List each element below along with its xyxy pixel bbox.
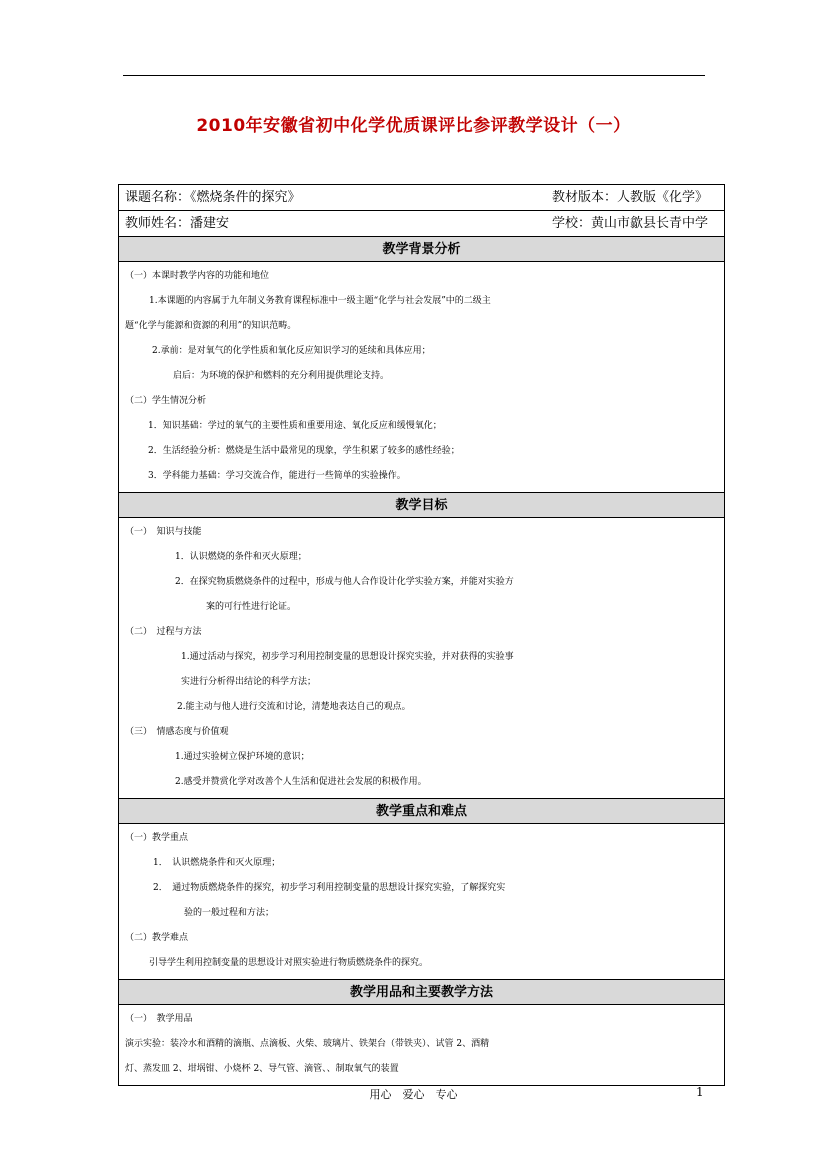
lesson-plan-table xyxy=(118,184,725,1086)
text-line: （二）学生情况分析 xyxy=(125,396,207,406)
text-line: 1． 认识燃烧条件和灭火原理； xyxy=(153,858,281,868)
text-line: 演示实验：装冷水和酒精的滴瓶、点滴板、火柴、玻璃片、铁架台（带铁夹）、试管 2、酒精 xyxy=(125,1039,490,1049)
text-line: （一）教学重点 xyxy=(125,833,189,843)
text-line: 1.通过实验树立保护环境的意识； xyxy=(175,752,310,762)
section-body-background xyxy=(119,262,724,493)
text-line: 1．认识燃烧的条件和灭火原理； xyxy=(175,552,307,562)
text-line: （一）本课时教学内容的功能和地位 xyxy=(125,271,270,281)
text-line: 2.能主动与他人进行交流和讨论，清楚地表达自己的观点。 xyxy=(177,702,411,712)
text-line: 1.通过活动与探究，初步学习利用控制变量的思想设计探究实验，并对获得的实验事 xyxy=(181,652,514,662)
section-heading-keypoints: 教学重点和难点 xyxy=(119,799,724,824)
footer-motto: 用心 爱心 专心 xyxy=(369,1088,458,1101)
text-line: 启后：为环境的保护和燃料的充分利用提供理论支持。 xyxy=(173,371,390,381)
page-number: 1 xyxy=(696,1085,704,1099)
text-line: 2． 通过物质燃烧条件的探究，初步学习利用控制变量的思想设计探究实验，了解探究实 xyxy=(153,883,506,893)
school-name: 学校：黄山市歙县长青中学 xyxy=(551,216,708,231)
text-line: 2．生活经验分析：燃烧是生活中最常见的现象，学生积累了较多的感性经验； xyxy=(148,446,460,456)
info-row-2 xyxy=(119,211,724,237)
text-line: 案的可行性进行论证。 xyxy=(206,602,297,612)
text-line: （三） 情感态度与价值观 xyxy=(125,727,229,737)
section-heading-background: 教学背景分析 xyxy=(119,237,724,262)
text-line: 验的一般过程和方法； xyxy=(184,908,275,918)
header-rule xyxy=(123,75,705,76)
text-line: （二） 过程与方法 xyxy=(125,627,202,637)
section-heading-goals: 教学目标 xyxy=(119,493,724,518)
text-line: 实进行分析得出结论的科学方法； xyxy=(181,677,317,687)
topic-name: 课题名称：《燃烧条件的探究》 xyxy=(125,190,301,205)
text-line: 引导学生利用控制变量的思想设计对照实验进行物质燃烧条件的探究。 xyxy=(149,958,429,968)
info-row-1 xyxy=(119,185,724,211)
text-line: 灯、蒸发皿 2、坩埚钳、小烧杯 2、导气管、滴管、、制取氧气的装置 xyxy=(125,1064,399,1074)
text-line: （二）教学难点 xyxy=(125,933,189,943)
text-line: 2.感受并赞赏化学对改善个人生活和促进社会发展的积极作用。 xyxy=(175,777,427,787)
teacher-name: 教师姓名：潘建安 xyxy=(125,216,230,231)
textbook-edition: 教材版本：人教版《化学》 xyxy=(551,190,708,205)
document-title: 2010年安徽省初中化学优质课评比参评教学设计（一） xyxy=(196,116,631,136)
text-line: 3．学科能力基础：学习交流合作，能进行一些简单的实验操作。 xyxy=(148,471,406,481)
text-line: （一） 知识与技能 xyxy=(125,527,202,537)
section-body-materials xyxy=(119,1005,724,1085)
section-body-keypoints xyxy=(119,824,724,980)
text-line: 题“化学与能源和资源的利用”的知识范畴。 xyxy=(125,321,297,331)
text-line: 1.本课题的内容属于九年制义务教育课程标准中一级主题“化学与社会发展”中的二级主 xyxy=(149,296,491,306)
text-line: 2.承前：是对氧气的化学性质和氧化反应知识学习的延续和具体应用； xyxy=(152,346,431,356)
text-line: 1．知识基础：学过的氧气的主要性质和重要用途、氧化反应和缓慢氧化； xyxy=(148,421,442,431)
text-line: 2．在探究物质燃烧条件的过程中，形成与他人合作设计化学实验方案，并能对实验方 xyxy=(175,577,514,587)
text-line: （一） 教学用品 xyxy=(125,1014,193,1024)
section-heading-materials: 教学用品和主要教学方法 xyxy=(119,980,724,1005)
section-body-goals xyxy=(119,518,724,799)
